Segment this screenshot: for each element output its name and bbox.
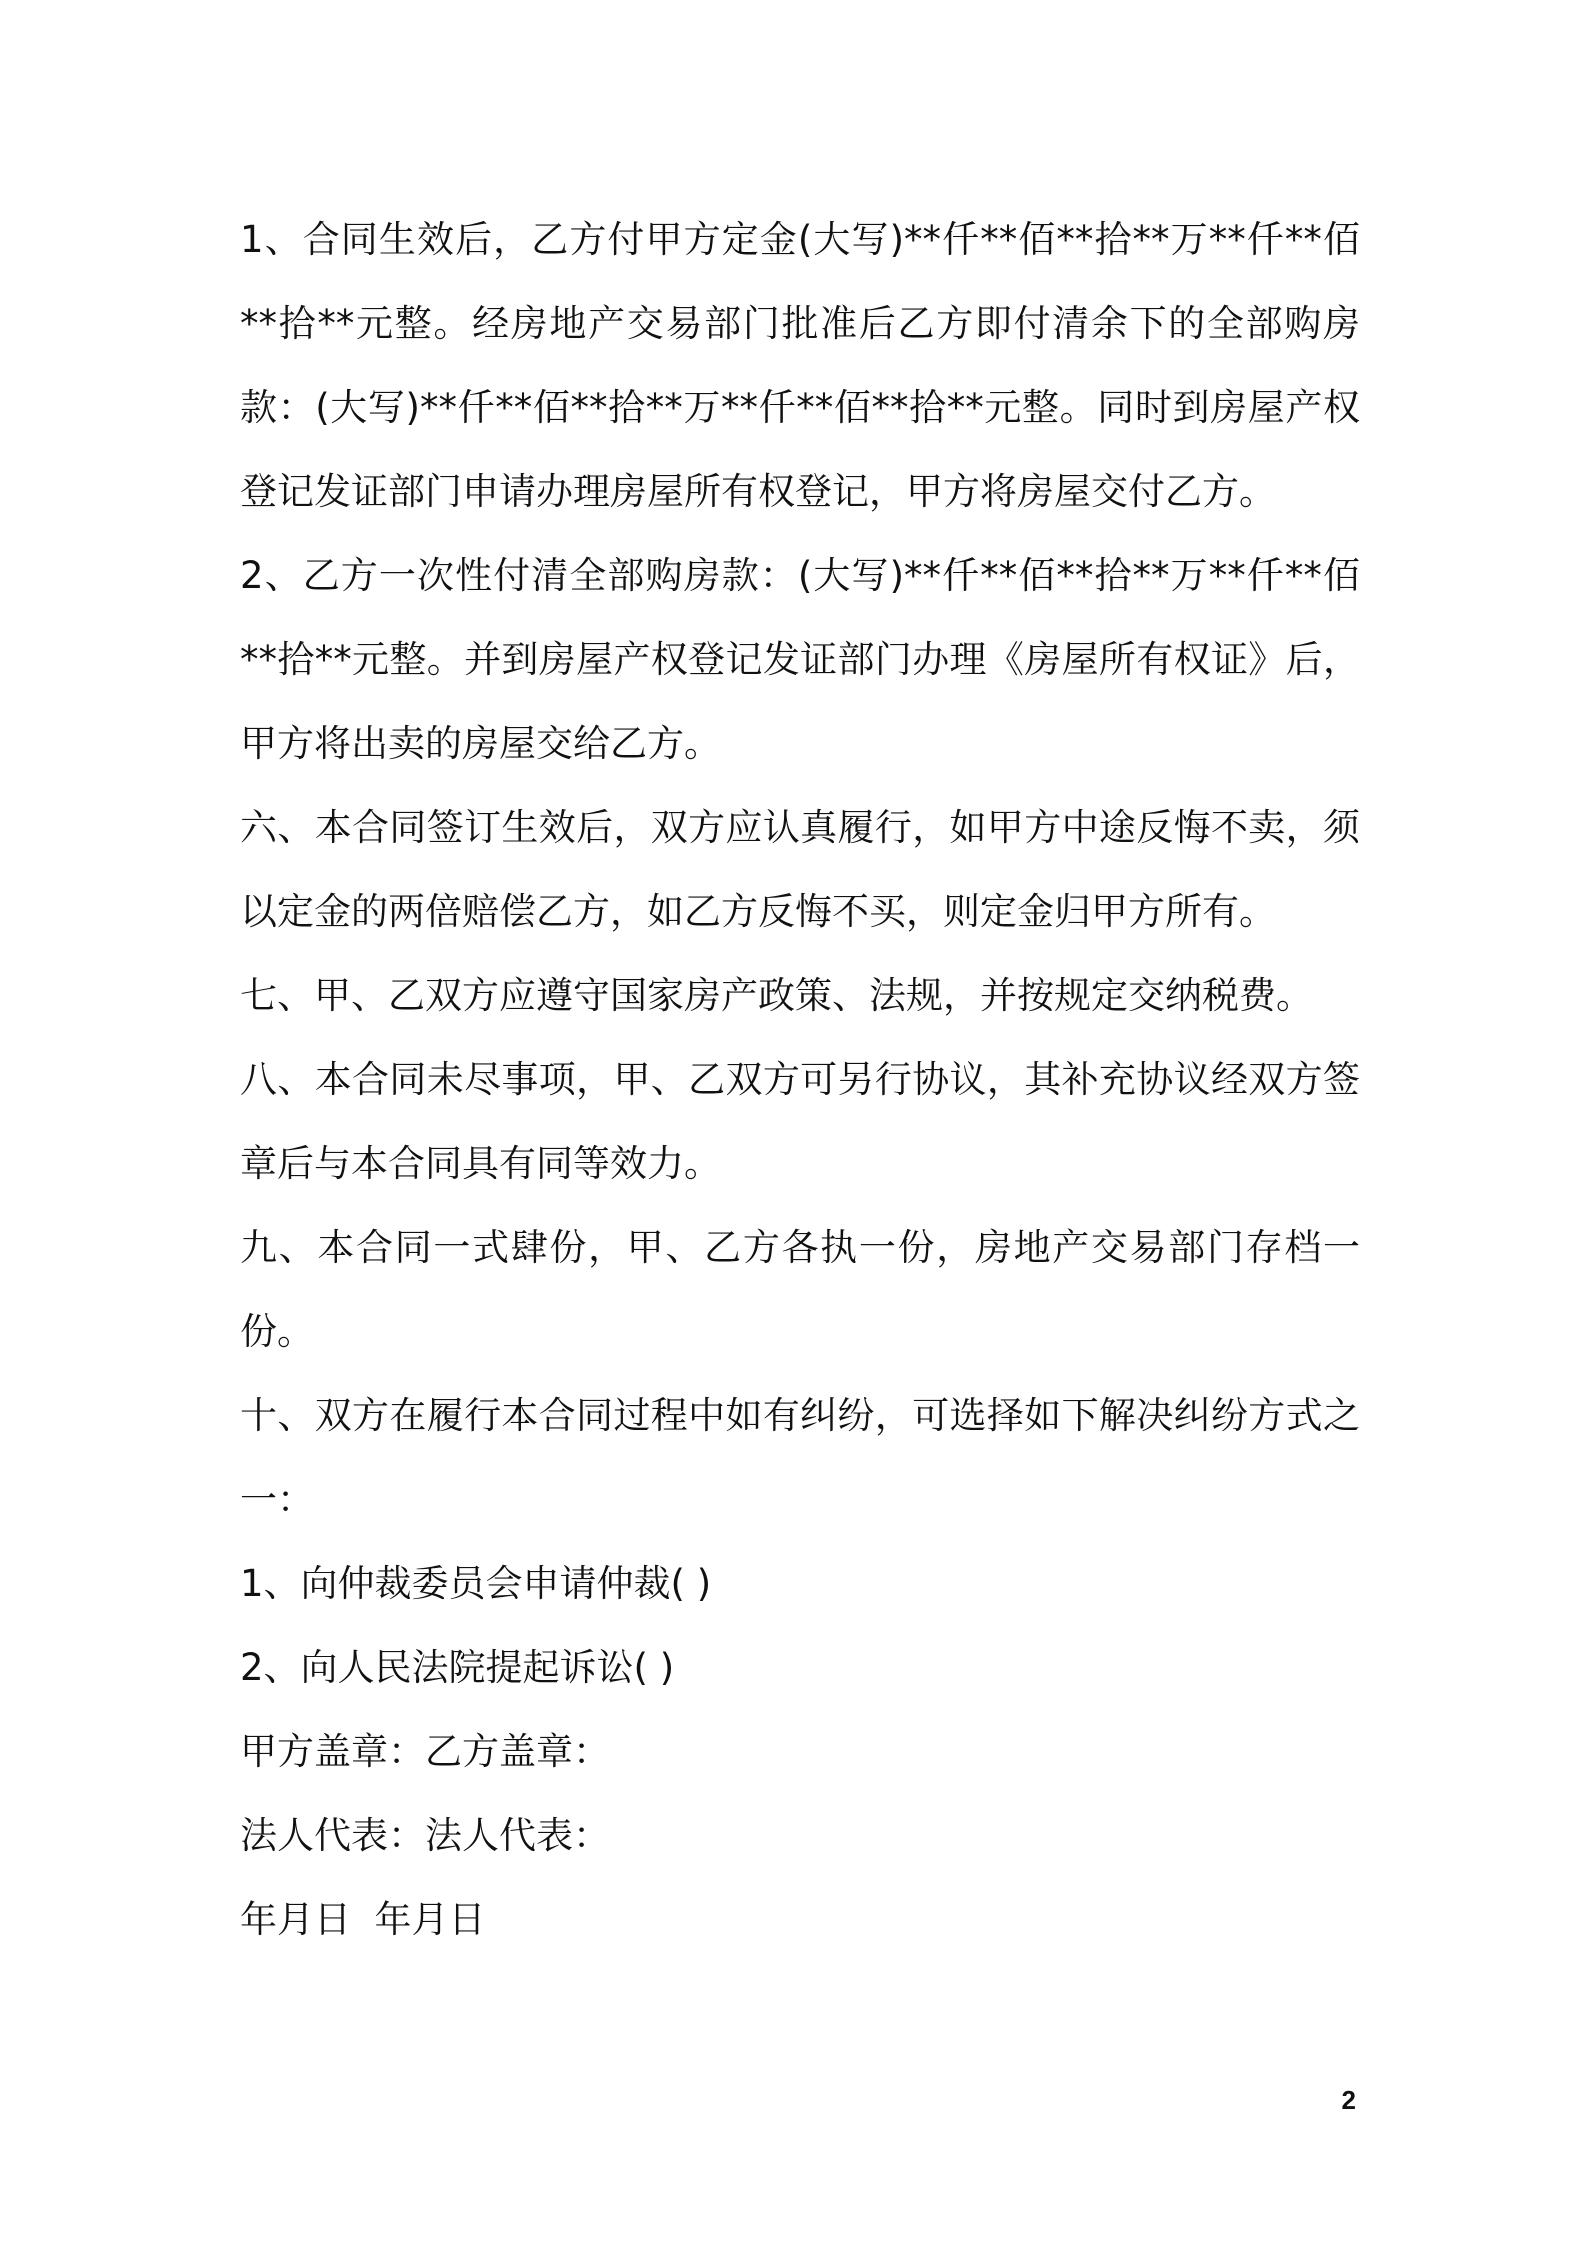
document-body (240, 198, 1360, 1962)
clause-payment-full: 2、乙方一次性付清全部购房款：(大写)**仟**佰**拾**万**仟**佰**拾**元整。并到房屋产权登记发证部门办理《房屋所有权证》后，甲方将出卖的房屋交给乙方。 (240, 554, 1360, 765)
dispute-option-court: 2、向人民法院提起诉讼( ) (240, 1646, 675, 1689)
clause-payment-deposit: 1、合同生效后，乙方付甲方定金(大写)**仟**佰**拾**万**仟**佰**拾**元整。经房地产交易部门批准后乙方即付清余下的全部购房款：(大写)**仟**佰**拾**万**仟**佰**拾**元整。同时到房屋产权登记发证部门申请办理房屋所有权登记，甲方将房屋交付乙方。 (240, 218, 1360, 513)
clause-ten-disputes: 十、双方在履行本合同过程中如有纠纷，可选择如下解决纠纷方式之一： (240, 1394, 1360, 1521)
signature-seal-line: 甲方盖章：乙方盖章： (240, 1730, 610, 1773)
page-number: 2 (1341, 2085, 1356, 2115)
clause-eight-supplement: 八、本合同未尽事项，甲、乙双方可另行协议，其补充协议经双方签章后与本合同具有同等效力。 (240, 1058, 1360, 1185)
clause-nine-copies: 九、本合同一式肆份，甲、乙方各执一份，房地产交易部门存档一份。 (240, 1226, 1360, 1353)
signature-representative-line: 法人代表：法人代表： (240, 1814, 610, 1857)
clause-six-breach: 六、本合同签订生效后，双方应认真履行，如甲方中途反悔不卖，须以定金的两倍赔偿乙方，如乙方反悔不买，则定金归甲方所有。 (240, 806, 1360, 933)
signature-date-line: 年月日 年月日 (240, 1898, 486, 1941)
dispute-option-arbitration: 1、向仲裁委员会申请仲裁( ) (240, 1562, 712, 1605)
clause-seven-taxes: 七、甲、乙双方应遵守国家房产政策、法规，并按规定交纳税费。 (240, 974, 1313, 1017)
